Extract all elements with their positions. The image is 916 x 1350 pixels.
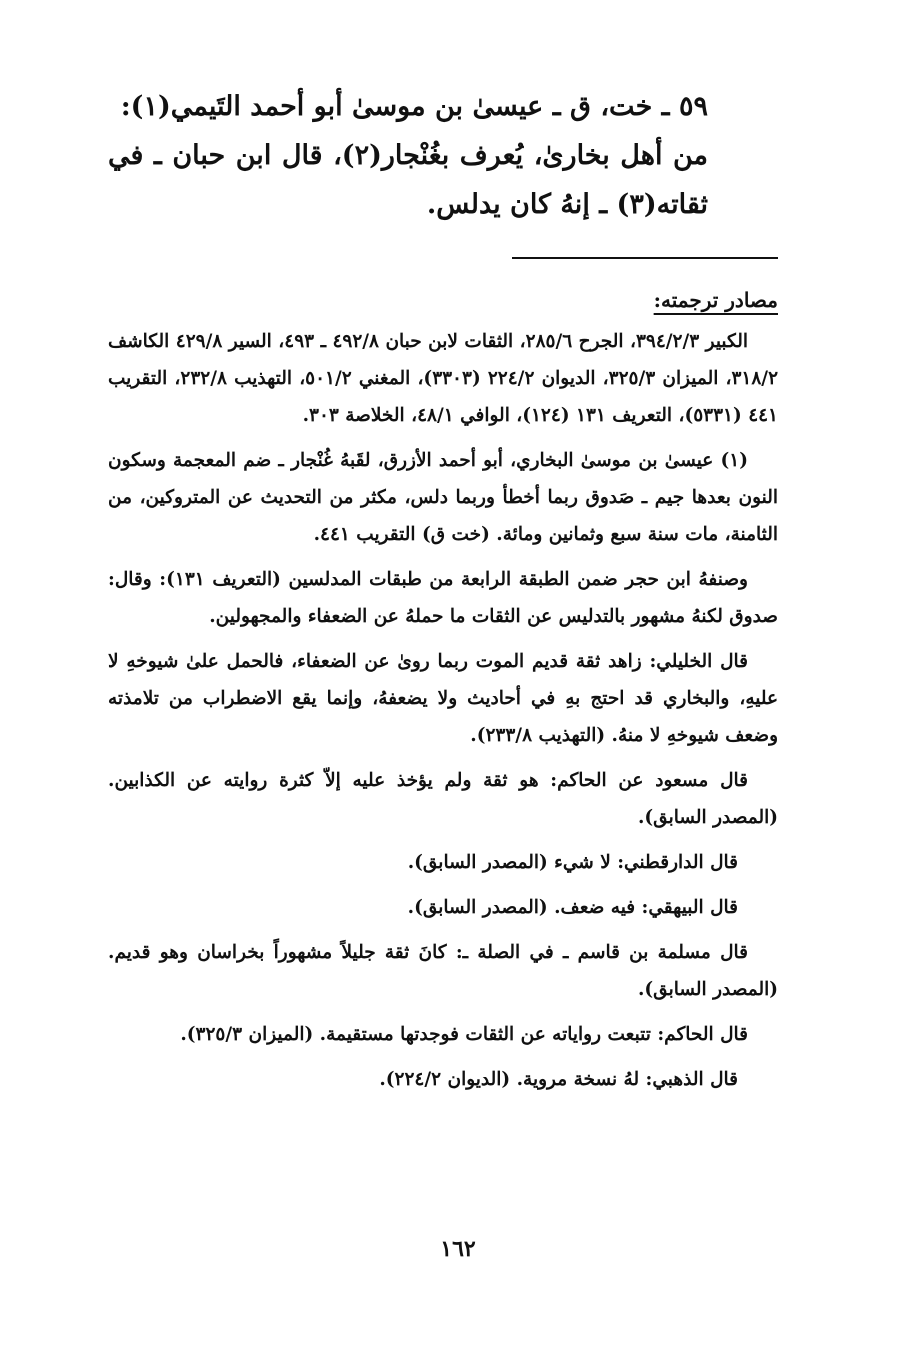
sources-list: الكبير ٣٩٤/٢/٣، الجرح ٢٨٥/٦، الثقات لابن حبان ٤٩٢/٨ ـ ٤٩٣، السير ٤٢٩/٨ الكاشف ٣١٨/٢، الميزان ٣٢٥/٣، الديوان ٢٢٤/٢ (٣٣٠٣)، المغني ٥٠١/٢، التهذيب ٢٣٢/٨، التقريب ٤٤١ (٥٣٣١)، التعريف ١٣١ (١٢٤)، الوافي ٤٨/١، الخلاصة ٣٠٣.	[108, 331, 779, 426]
sources-title: مصادر ترجمته:	[653, 288, 778, 312]
note-hakim: قال الحاكم: تتبعت رواياته عن الثقات فوجدتها مستقيمة. (الميزان ٣٢٥/٣).	[180, 1024, 748, 1045]
note-daraqutni: قال الدارقطني: لا شيء (المصدر السابق).	[407, 852, 738, 873]
note-dhahabi: قال الذهبي: لهُ نسخة مروية. (الديوان ٢٢٤/٢).	[379, 1069, 738, 1090]
note-maslama: قال مسلمة بن قاسم ـ في الصلة ـ: كانَ ثقة جليلاً مشهوراً بخراسان وهو قديم. (المصدر السابق).	[108, 942, 778, 1000]
page-number: ١٦٢	[440, 1236, 476, 1262]
footnotes	[108, 282, 778, 1106]
footnote-1: (١) عيسىٰ بن موسىٰ البخاري، أبو أحمد الأزرق، لقَبهُ غُنْجار ـ ضم المعجمة وسكون النون بعدها جيم ـ صَدوق ربما أخطأ وربما دلس، مكثر من التحديث عن المتروكين، من الثامنة، مات سنة سبع وثمانين ومائة. (خت ق) التقريب ٤٤١.	[108, 450, 778, 545]
footnote-separator	[512, 257, 778, 259]
note-masud: قال مسعود عن الحاكم: هو ثقة ولم يؤخذ عليه إلاّ كثرة روايته عن الكذابين. (المصدر السابق).	[108, 770, 778, 828]
entry-main-text	[108, 82, 708, 229]
entry-heading: ٥٩ ـ خت، ق ـ عيسىٰ بن موسىٰ أبو أحمد التَيمي(١):	[120, 91, 708, 122]
entry-body: من أهل بخارىٰ، يُعرف بغُنْجار(٢)، قال ابن حبان ـ في ثقاته(٣) ـ إنهُ كان يدلس.	[108, 140, 708, 220]
note-khalili: قال الخليلي: زاهد ثقة قديم الموت ربما روىٰ عن الضعفاء، فالحمل علىٰ شيوخهِ لا عليهِ، والبخاري قد احتج بهِ في أحاديث ولا يضعفهُ، وإنما يقع الاضطراب من تلامذته وضعف شيوخهِ لا منهُ. (التهذيب ٢٣٣/٨).	[108, 651, 778, 746]
note-ibn-hajar: وصنفهُ ابن حجر ضمن الطبقة الرابعة من طبقات المدلسين (التعريف ١٣١): وقال: صدوق لكنهُ مشهور بالتدليس عن الثقات ما حملهُ عن الضعفاء والمجهولين.	[108, 569, 778, 627]
note-bayhaqi: قال البيهقي: فيه ضعف. (المصدر السابق).	[407, 897, 738, 918]
